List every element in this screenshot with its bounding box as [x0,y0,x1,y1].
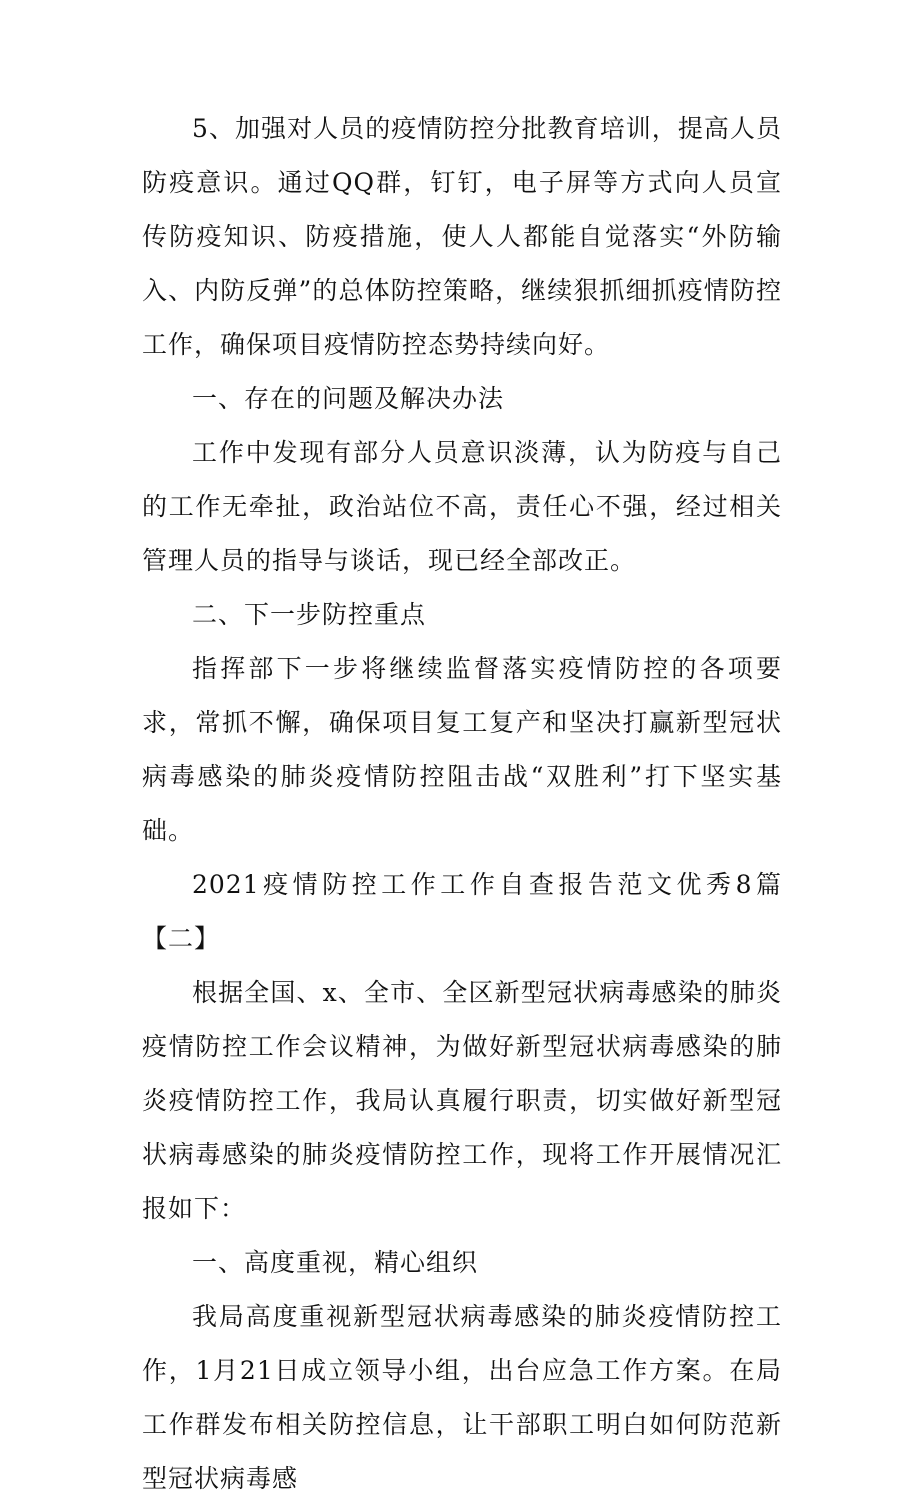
heading-next-steps: 二、下一步防控重点 [192,600,427,629]
heading-high-attention: 一、高度重视，精心组织 [192,1248,479,1277]
paragraph-point-5: 5、加强对人员的疫情防控分批教育培训，提高人员防疫意识。通过QQ群，钉钉，电子屏等方式向人员宣传防疫知识、防疫措施，使人人都能自觉落实“外防输入、内防反弹”的总体防控策略，继续狠抓细抓疫情防控工作，确保项目疫情防控态势持续向好。 [142,114,782,359]
document-body [142,102,782,1506]
paragraph-problems: 工作中发现有部分人员意识淡薄，认为防疫与自己的工作无牵扯，政治站位不高，责任心不强，经过相关管理人员的指导与谈话，现已经全部改正。 [142,438,782,575]
heading-existing-problems: 一、存在的问题及解决办法 [192,384,505,413]
paragraph-intro: 根据全国、x、全市、全区新型冠状病毒感染的肺炎疫情防控工作会议精神，为做好新型冠状病毒感染的肺炎疫情防控工作，我局认真履行职责，切实做好新型冠状病毒感染的肺炎疫情防控工作，现将工作开展情况汇报如下： [142,978,782,1223]
paragraph-high-attention: 我局高度重视新型冠状病毒感染的肺炎疫情防控工作，1月21日成立领导小组，出台应急工作方案。在局工作群发布相关防控信息，让干部职工明白如何防范新型冠状病毒感 [142,1302,782,1493]
section-title-part-two: 2021疫情防控工作工作自查报告范文优秀8篇【二】 [142,870,782,953]
paragraph-next-steps: 指挥部下一步将继续监督落实疫情防控的各项要求，常抓不懈，确保项目复工复产和坚决打赢新型冠状病毒感染的肺炎疫情防控阻击战“双胜利”打下坚实基础。 [142,654,782,845]
